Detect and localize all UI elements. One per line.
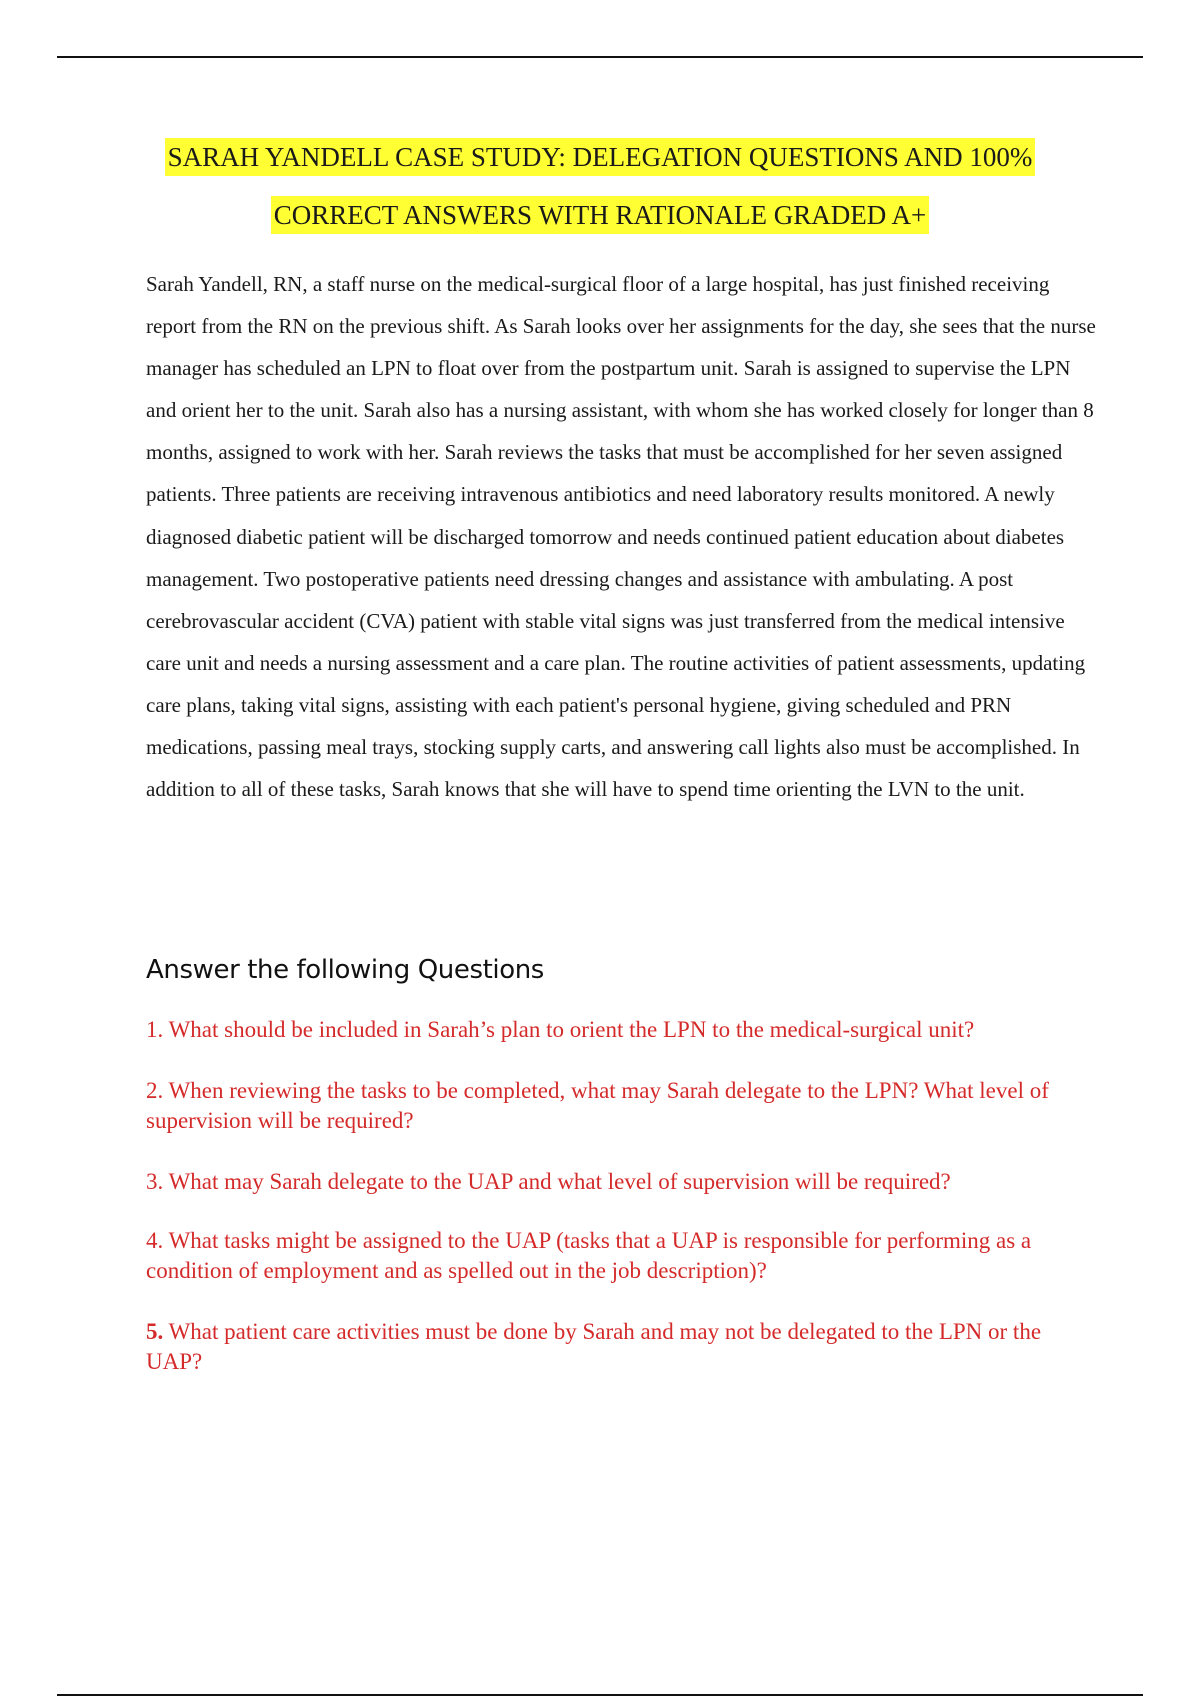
question-number: 2. xyxy=(146,1078,164,1103)
case-study-paragraph: Sarah Yandell, RN, a staff nurse on the medical-surgical floor of a large hospital, has just finished receiving report from the RN on the previous shift. As Sarah looks over her assignments for the day, she sees that the nurse manager has scheduled an LPN to float over from the postpartum unit. Sarah is assigned to supervise the LPN and orient her to the unit. Sarah also has a nursing assistant, with whom she has worked closely for longer than 8 months, assigned to work with her. Sarah reviews the tasks that must be accomplished for her seven assigned patients. Three patients are receiving intravenous antibiotics and need laboratory results monitored. A newly diagnosed diabetic patient will be discharged tomorrow and needs continued patient education about diabetes management. Two postoperative patients need dressing changes and assistance with ambulating. A post cerebrovascular accident (CVA) patient with stable vital signs was just transferred from the medical intensive care unit and needs a nursing assessment and a care plan. The routine activities of patient assessments, updating care plans, taking vital signs, assisting with each patient's personal hygiene, giving scheduled and PRN medications, passing meal trays, stocking supply carts, and answering call lights also must be accomplished. In addition to all of these tasks, Sarah knows that she will have to spend time orienting the LVN to the unit. xyxy=(146,272,1096,802)
question-item xyxy=(146,1226,1096,1286)
question-item xyxy=(146,1076,1096,1136)
top-rule xyxy=(57,56,1143,58)
question-text: What tasks might be assigned to the UAP (tasks that a UAP is responsible for performing as a condition of employment and as spelled out in the job description)? xyxy=(146,1228,1032,1283)
question-number: 3. xyxy=(146,1169,164,1194)
questions-list xyxy=(146,1015,1096,1377)
title-line-2: CORRECT ANSWERS WITH RATIONALE GRADED A+ xyxy=(271,196,930,234)
question-number: 1. xyxy=(146,1017,164,1042)
question-item xyxy=(146,1015,1096,1045)
question-item xyxy=(146,1167,1096,1197)
questions-heading: Answer the following Questions xyxy=(146,955,544,985)
question-text: What should be included in Sarah’s plan to orient the LPN to the medical-surgical unit? xyxy=(163,1017,975,1042)
question-text: When reviewing the tasks to be completed, what may Sarah delegate to the LPN? What level of supervision will be required? xyxy=(146,1078,1049,1133)
bottom-rule xyxy=(57,1694,1143,1696)
question-text: What patient care activities must be done by Sarah and may not be delegated to the LPN or the UAP? xyxy=(146,1319,1042,1374)
question-text: What may Sarah delegate to the UAP and what level of supervision will be required? xyxy=(163,1169,951,1194)
title-line-1: SARAH YANDELL CASE STUDY: DELEGATION QUESTIONS AND 100% xyxy=(165,138,1036,176)
document-title xyxy=(0,138,1200,234)
question-number: 4. xyxy=(146,1228,164,1253)
question-item xyxy=(146,1317,1096,1377)
question-number: 5. xyxy=(146,1319,164,1344)
